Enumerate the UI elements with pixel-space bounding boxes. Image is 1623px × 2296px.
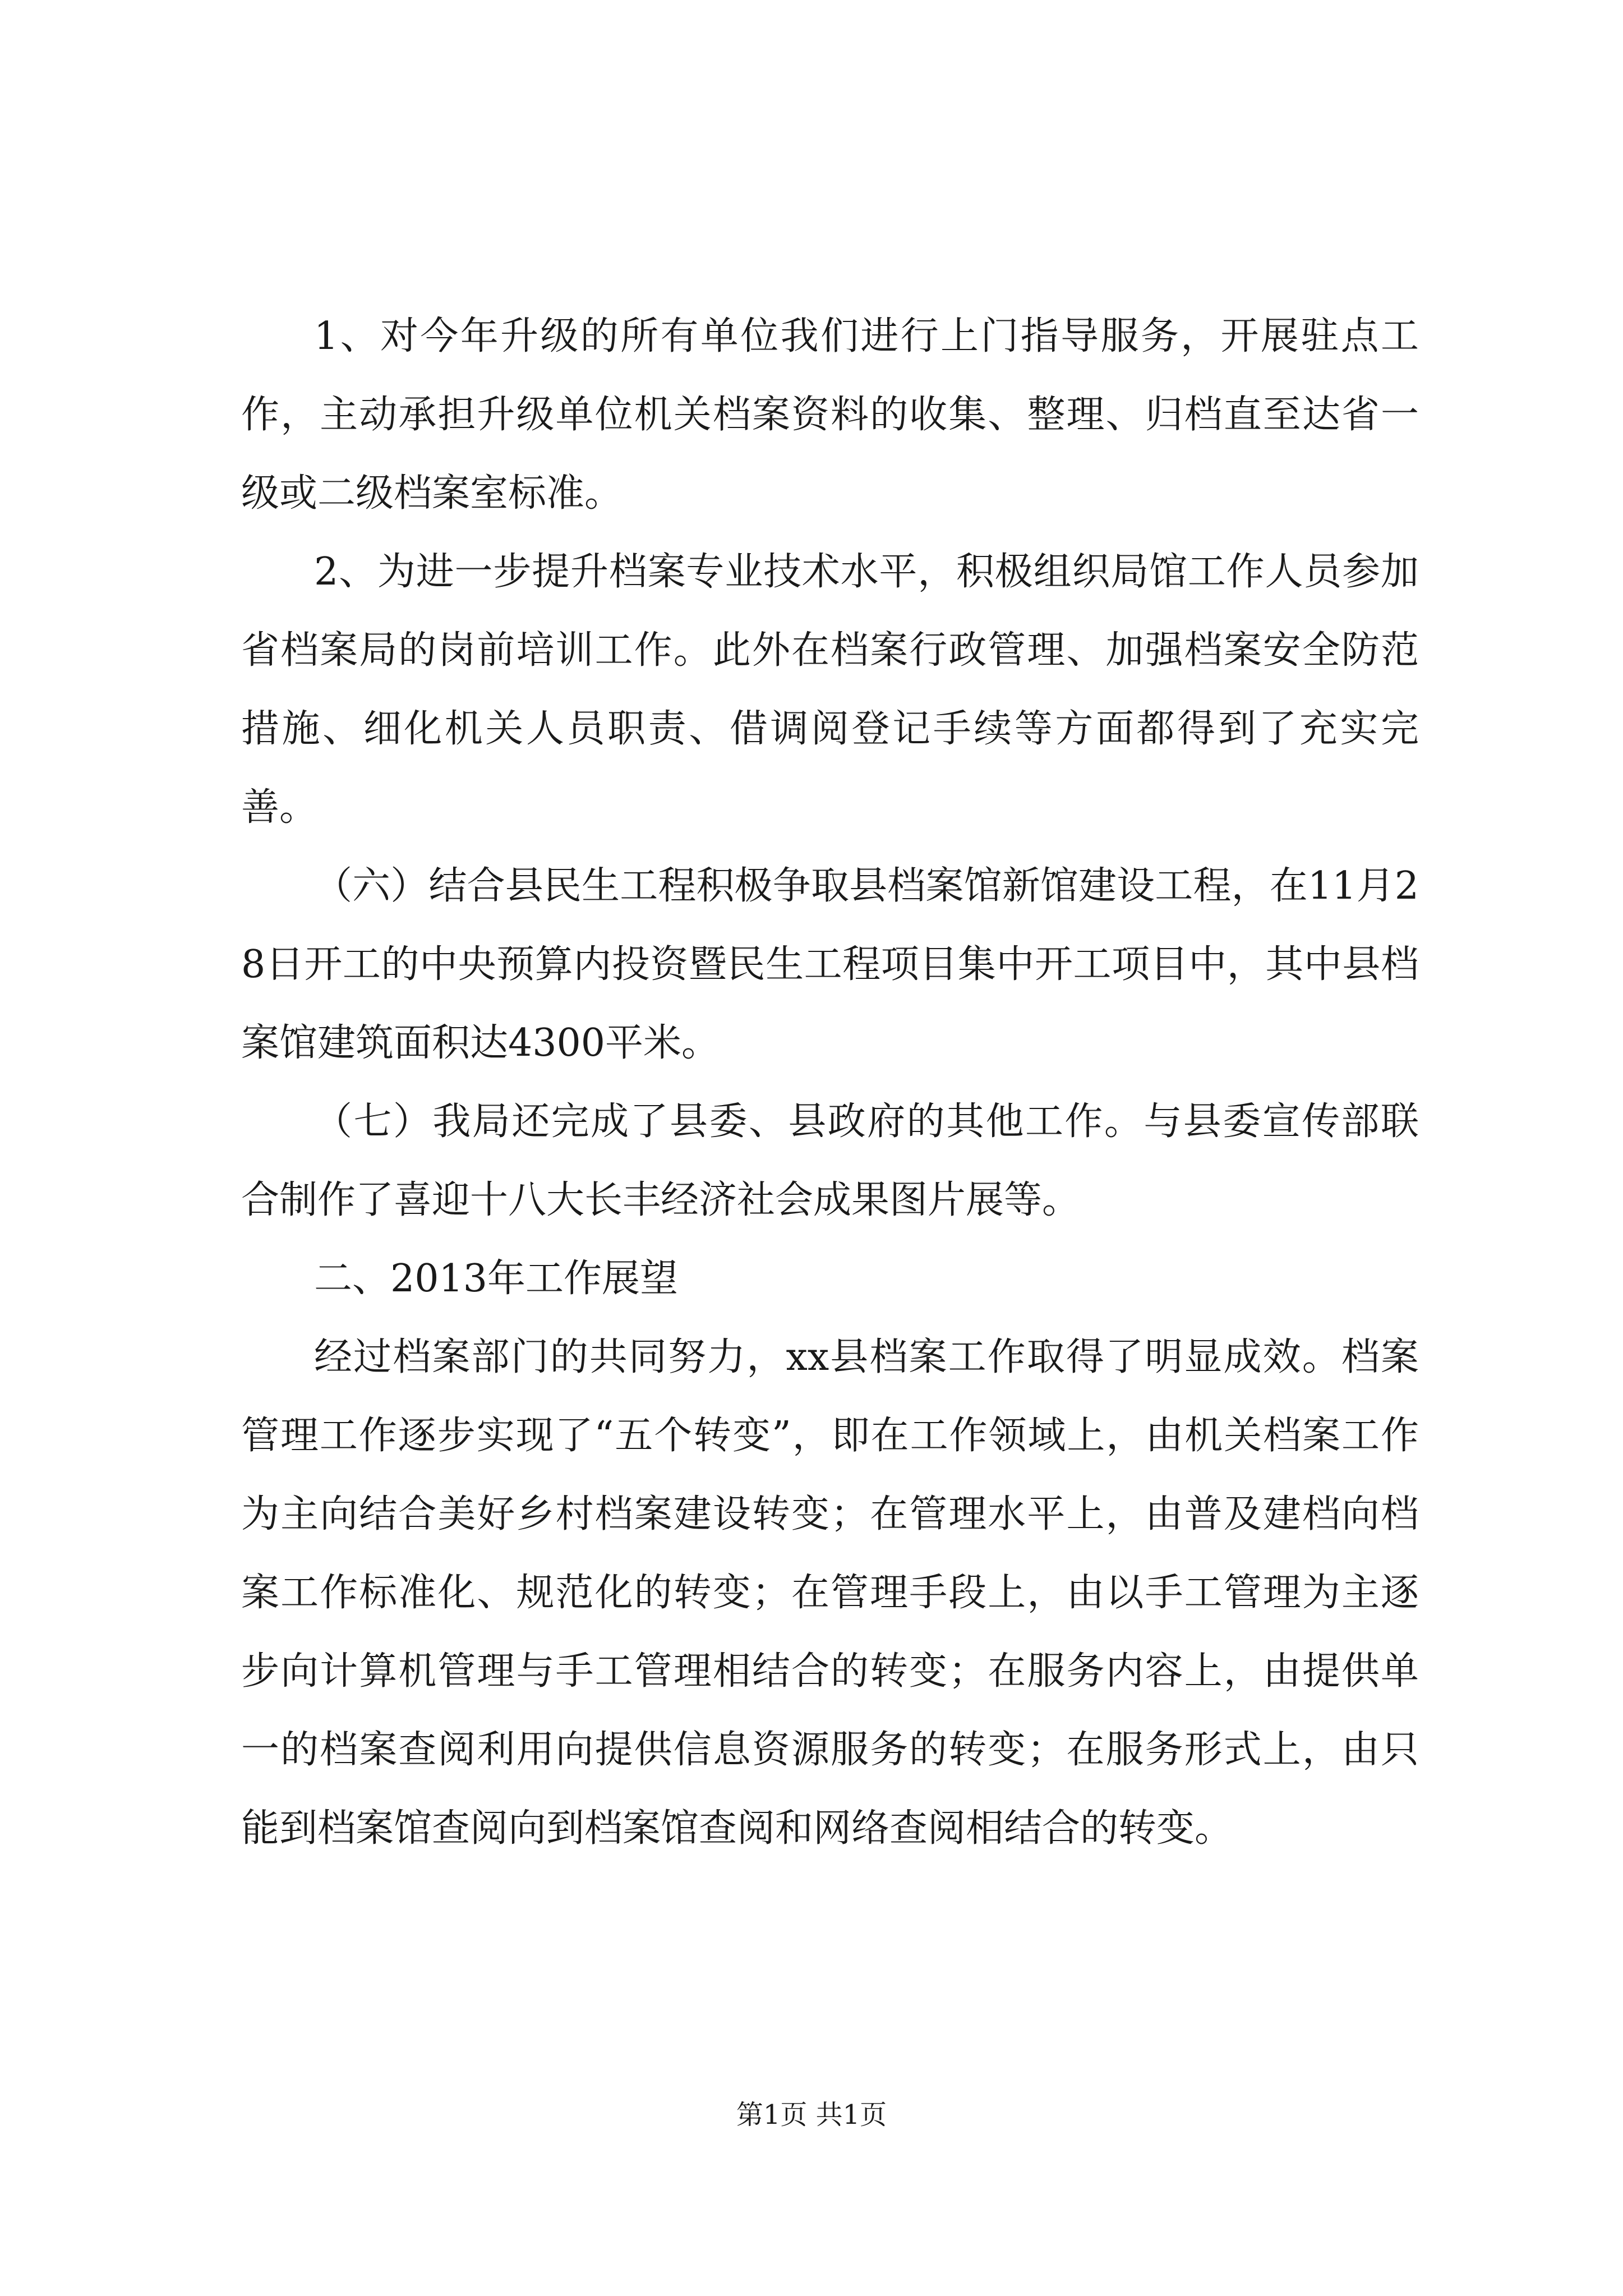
paragraph-item-2: 2、为进一步提升档案专业技术水平，积极组织局馆工作人员参加省档案局的岗前培训工作。此外在档案行政管理、加强档案安全防范措施、细化机关人员职责、借调阅登记手续等方面都得到了充实完善。 <box>241 550 1419 830</box>
paragraph-item-1: 1、对今年升级的所有单位我们进行上门指导服务，开展驻点工作，主动承担升级单位机关档案资料的收集、整理、归档直至达省一级或二级档案室标准。 <box>241 314 1419 516</box>
paragraph-section-7: （七）我局还完成了县委、县政府的其他工作。与县委宣传部联合制作了喜迎十八大长丰经济社会成果图片展等。 <box>241 1099 1419 1222</box>
section-heading-2013-outlook: 二、2013年工作展望 <box>314 1257 679 1301</box>
paragraph-section-6: （六）结合县民生工程积极争取县档案馆新馆建设工程，在11月28日开工的中央预算内投资暨民生工程项目集中开工项目中，其中县档案馆建筑面积达4300平米。 <box>241 864 1419 1065</box>
paragraph-outlook-body: 经过档案部门的共同努力，xx县档案工作取得了明显成效。档案管理工作逐步实现了“五个转变”，即在工作领域上，由机关档案工作为主向结合美好乡村档案建设转变；在管理水平上，由普及建档向档案工作标准化、规范化的转变；在管理手段上，由以手工管理为主逐步向计算机管理与手工管理相结合的转变；在服务内容上，由提供单一的档案查阅利用向提供信息资源服务的转变；在服务形式上，由只能到档案馆查阅向到档案馆查阅和网络查阅相结合的转变。 <box>241 1335 1419 1851</box>
document-body <box>241 297 1419 1868</box>
page-number-footer: 第1页 共1页 <box>736 2099 887 2131</box>
